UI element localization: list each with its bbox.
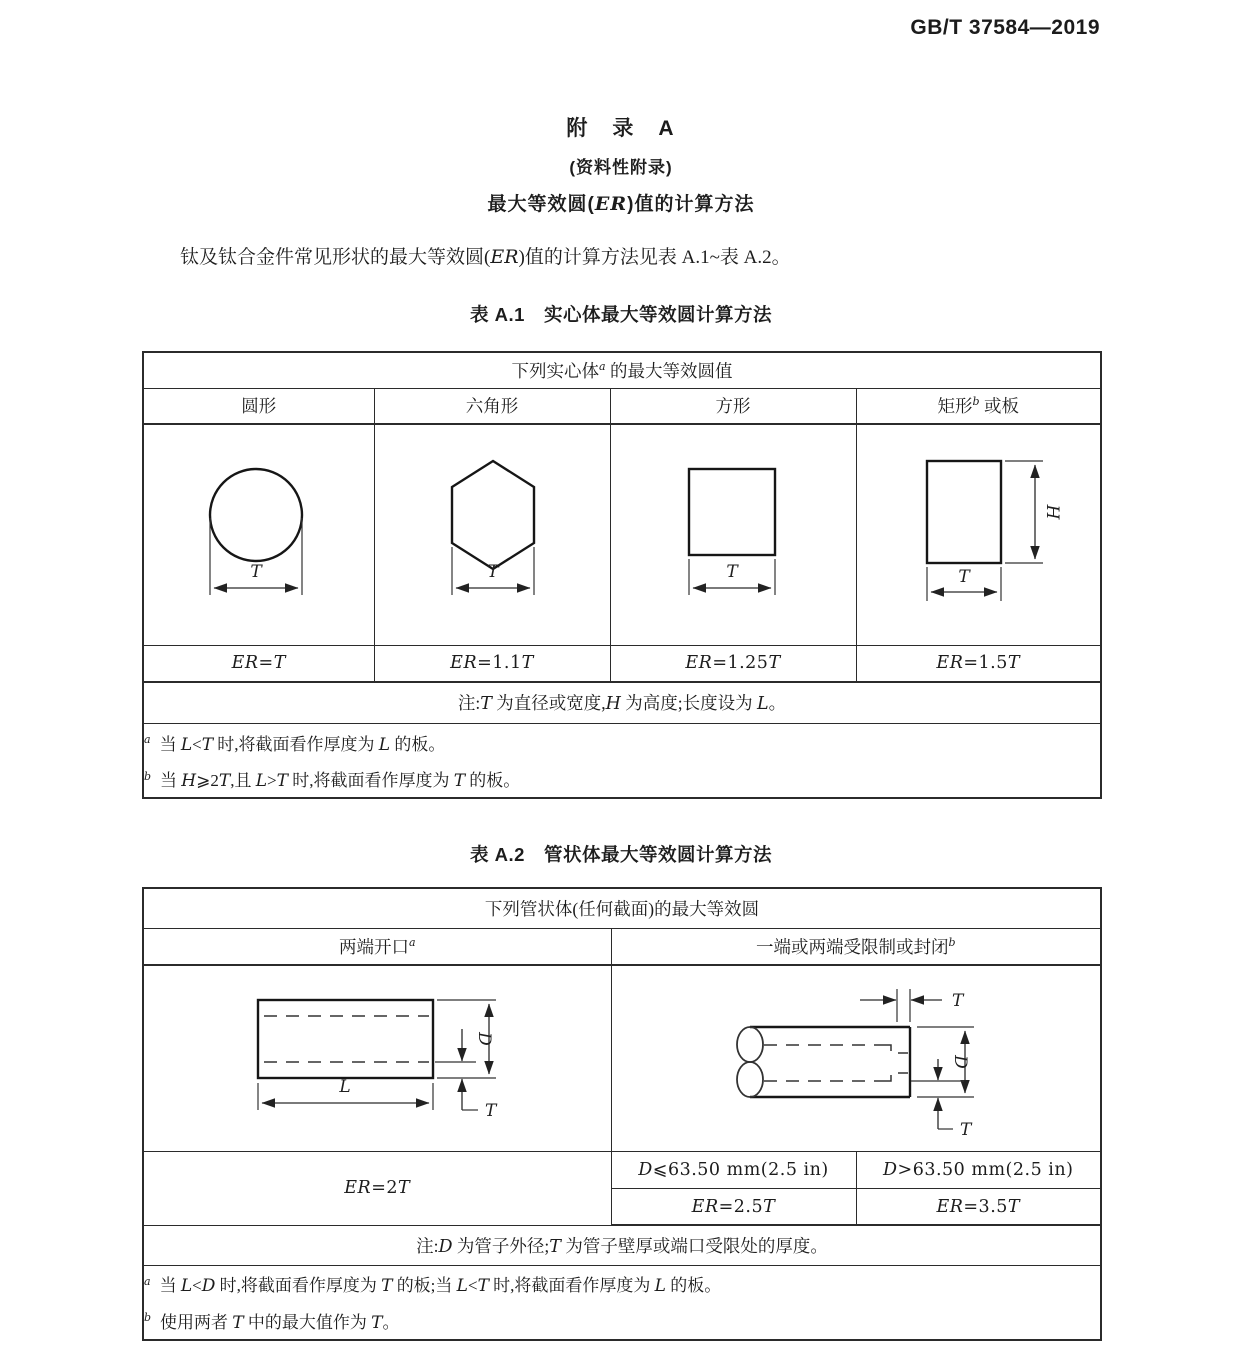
column-header-hexagon: 六角形 xyxy=(374,388,610,424)
dim-label-t: T xyxy=(485,1100,497,1121)
table-a1-caption: 表 A.1 实心体最大等效圆计算方法 xyxy=(470,304,772,325)
table-a1-note: 注:T 为直径或宽度,H 为高度;长度设为 L。 xyxy=(143,682,1101,724)
footnote-b: $^b$ 使用两者 T 中的最大值作为 T。 xyxy=(144,1311,400,1334)
open-tube-diagram-cell xyxy=(143,965,611,1151)
dim-label-h: H xyxy=(1041,504,1062,520)
appendix-title: 附 录 A xyxy=(566,117,676,140)
table-a1 xyxy=(142,351,1102,799)
table-a2-span-header: 下列管状体(任何截面)的最大等效圆 xyxy=(143,888,1101,928)
table-a2-footnotes xyxy=(143,1265,1101,1340)
dim-label-t-top: T xyxy=(951,990,964,1011)
dim-label-t-bottom: T xyxy=(959,1119,972,1140)
column-header-square: 方形 xyxy=(610,388,856,424)
closed-tube-diagram-cell xyxy=(611,965,1101,1151)
hexagon-diagram xyxy=(375,425,611,645)
footnote-a: $^a$ 当 L<T 时,将截面看作厚度为 L 的板。 xyxy=(144,733,446,755)
closed-tube-diagram xyxy=(612,967,1100,1151)
condition-large-diameter: D>63.50 mm(2.5 in) xyxy=(856,1151,1101,1188)
formula-circle: ER=T xyxy=(143,646,374,682)
page-content xyxy=(142,0,1100,1341)
appendix-subtitle: (资料性附录) xyxy=(569,158,673,177)
footnote-b: $^b$ 当 H⩾2T,且 L>T 时,将截面看作厚度为 T 的板。 xyxy=(144,769,521,792)
rectangle-diagram xyxy=(857,425,1102,645)
formula-hexagon: ER=1.1T xyxy=(374,646,610,682)
rectangle-diagram-cell xyxy=(856,424,1101,646)
circle-diagram xyxy=(144,425,375,645)
formula-rectangle: ER=1.5T xyxy=(856,646,1101,682)
dim-label-d: D xyxy=(474,1031,495,1046)
dim-label-t: T xyxy=(957,567,970,587)
column-header-restricted-ends: 一端或两端受限制或封闭$^b$ xyxy=(611,928,1101,965)
table-a1-span-header: 下列实心体$^a$ 的最大等效圆值 xyxy=(143,352,1101,388)
column-header-open-ends: 两端开口$^a$ xyxy=(143,928,611,965)
square-diagram xyxy=(611,425,857,645)
formula-small-diameter: ER=2.5T xyxy=(611,1188,856,1225)
dim-label-t: T xyxy=(486,562,499,582)
formula-open-tube: ER=2T xyxy=(143,1151,611,1225)
table-a2-caption: 表 A.2 管状体最大等效圆计算方法 xyxy=(470,844,772,866)
square-diagram-cell xyxy=(610,424,856,646)
formula-large-diameter: ER=3.5T xyxy=(856,1188,1101,1225)
table-a2-note: 注:D 为管子外径;T 为管子壁厚或端口受限处的厚度。 xyxy=(143,1225,1101,1265)
open-tube-diagram xyxy=(144,967,610,1151)
table-a2 xyxy=(142,887,1102,1341)
footnote-a: $^a$ 当 L<D 时,将截面看作厚度为 T 的板;当 L<T 时,将截面看作厚度为 L 的板。 xyxy=(144,1274,722,1297)
dim-label-l: L xyxy=(339,1076,351,1097)
column-header-rectangle: 矩形$^b$ 或板 xyxy=(856,388,1101,424)
dim-label-t: T xyxy=(250,562,262,582)
dim-label-t: T xyxy=(725,562,738,582)
condition-small-diameter: D⩽63.50 mm(2.5 in) xyxy=(611,1151,856,1188)
intro-paragraph: 钛及钛合金件常见形状的最大等效圆(ER)值的计算方法见表 A.1~表 A.2。 xyxy=(180,246,791,268)
formula-square: ER=1.25T xyxy=(610,646,856,682)
column-header-circle: 圆形 xyxy=(143,388,374,424)
appendix-heading: 最大等效圆(ER)值的计算方法 xyxy=(487,193,755,215)
hexagon-diagram-cell xyxy=(374,424,610,646)
circle-diagram-cell xyxy=(143,424,374,646)
dim-label-d: D xyxy=(949,1054,970,1069)
standard-number: GB/T 37584—2019 xyxy=(910,16,1100,39)
table-a1-footnotes xyxy=(143,724,1101,799)
